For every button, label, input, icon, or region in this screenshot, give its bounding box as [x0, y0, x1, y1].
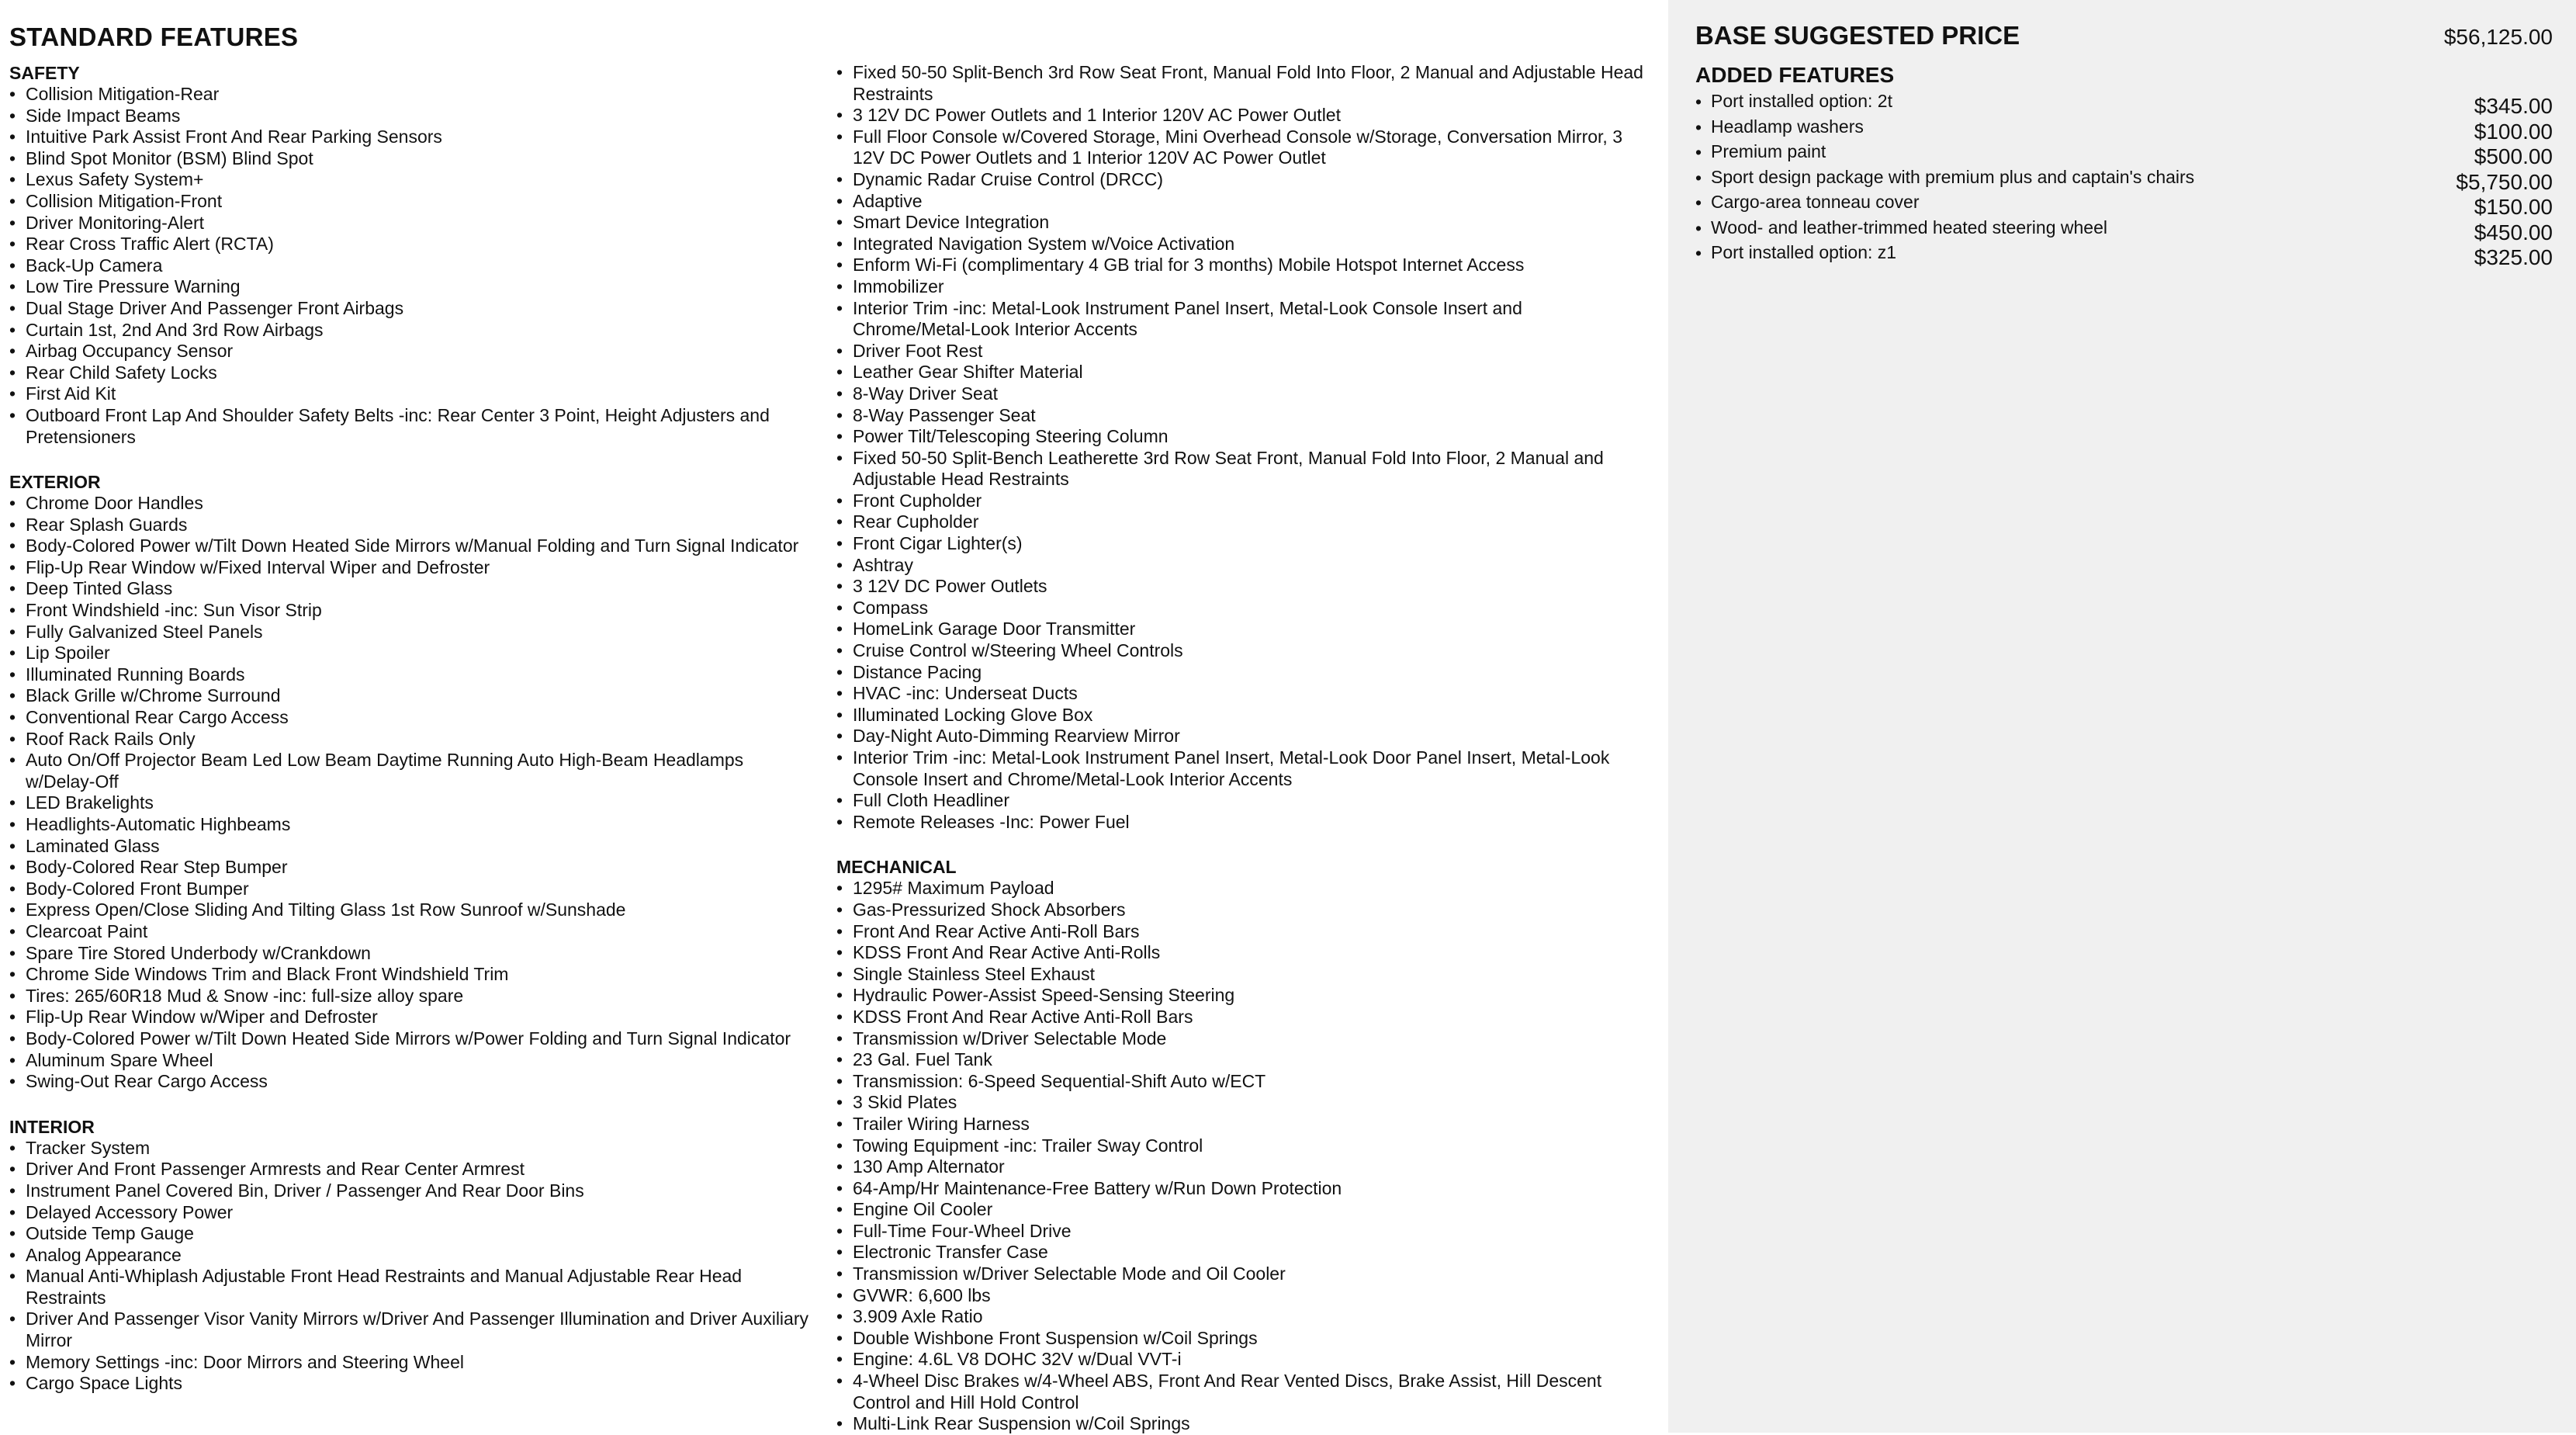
feature-item: • Outboard Front Lap And Shoulder Safety Belts -inc: Rear Center 3 Point, Height Adjusters and Pretensioners — [9, 405, 816, 448]
feature-item: • Interior Trim -inc: Metal-Look Instrument Panel Insert, Metal-Look Door Panel Insert, Metal-Look Console Insert and Chrome/Metal-Look Interior Accents — [836, 747, 1643, 790]
feature-item: • HomeLink Garage Door Transmitter — [836, 619, 1643, 640]
feature-item: • Intuitive Park Assist Front And Rear Parking Sensors — [9, 127, 816, 148]
feature-item: • Engine: 4.6L V8 DOHC 32V w/Dual VVT-i — [836, 1349, 1643, 1371]
added-feature-price: $5,750.00 — [2456, 169, 2553, 194]
feature-item: • Day-Night Auto-Dimming Rearview Mirror — [836, 726, 1643, 747]
feature-item: • Remote Releases -Inc: Power Fuel — [836, 812, 1643, 834]
features-column-right — [836, 62, 1643, 1435]
feature-item: • 3.909 Axle Ratio — [836, 1306, 1643, 1328]
feature-item: • Roof Rack Rails Only — [9, 729, 816, 750]
safety-section-title: SAFETY — [9, 63, 80, 83]
feature-item: • Chrome Door Handles — [9, 493, 816, 515]
feature-item: • HVAC -inc: Underseat Ducts — [836, 683, 1643, 705]
feature-item: • Lexus Safety System+ — [9, 169, 816, 191]
feature-item: • Front And Rear Active Anti-Roll Bars — [836, 921, 1643, 943]
base-price-title: BASE SUGGESTED PRICE — [1695, 21, 2020, 50]
feature-item: • Double Wishbone Front Suspension w/Coil Springs — [836, 1328, 1643, 1350]
feature-item: • Enform Wi-Fi (complimentary 4 GB trial for 3 months) Mobile Hotspot Internet Access — [836, 255, 1643, 276]
feature-item: • KDSS Front And Rear Active Anti-Rolls — [836, 942, 1643, 964]
feature-item: • Headlights-Automatic Highbeams — [9, 814, 816, 836]
feature-item: • Driver Monitoring-Alert — [9, 213, 816, 234]
feature-item: • Collision Mitigation-Rear — [9, 84, 816, 106]
added-feature-price: $100.00 — [2474, 119, 2553, 144]
feature-item: • Rear Child Safety Locks — [9, 362, 816, 384]
feature-item: • Rear Splash Guards — [9, 515, 816, 536]
feature-item: • Single Stainless Steel Exhaust — [836, 964, 1643, 986]
feature-item: • Illuminated Running Boards — [9, 664, 816, 686]
feature-item: • Compass — [836, 598, 1643, 619]
added-feature-label: • Port installed option: z1 — [1711, 242, 1897, 262]
safety-list — [9, 84, 816, 448]
feature-item: • Delayed Accessory Power — [9, 1202, 816, 1224]
feature-item: • Side Impact Beams — [9, 106, 816, 127]
feature-item: • Deep Tinted Glass — [9, 578, 816, 600]
added-feature-label: • Sport design package with premium plus and captain's chairs — [1711, 166, 2195, 187]
feature-item: • Fixed 50-50 Split-Bench 3rd Row Seat Front, Manual Fold Into Floor, 2 Manual and Adjustable Head Restraints — [836, 62, 1643, 105]
feature-item: • Tracker System — [9, 1138, 816, 1159]
feature-item: • Fully Galvanized Steel Panels — [9, 622, 816, 643]
interior-list — [9, 1138, 816, 1395]
feature-item: • 3 12V DC Power Outlets and 1 Interior 120V AC Power Outlet — [836, 105, 1643, 127]
exterior-section-title: EXTERIOR — [9, 472, 101, 493]
feature-item: • Hydraulic Power-Assist Speed-Sensing Steering — [836, 985, 1643, 1007]
feature-item: • Curtain 1st, 2nd And 3rd Row Airbags — [9, 320, 816, 341]
feature-item: • Adaptive — [836, 191, 1643, 213]
feature-item: • Immobilizer — [836, 276, 1643, 298]
base-price-value: $56,125.00 — [2443, 25, 2553, 49]
added-feature-label: • Cargo-area tonneau cover — [1711, 192, 1920, 212]
feature-item: • Interior Trim -inc: Metal-Look Instrument Panel Insert, Metal-Look Console Insert and Chrome/Metal-Look Interior Accents — [836, 298, 1643, 341]
feature-item: • 1295# Maximum Payload — [836, 878, 1643, 899]
feature-item: • Dynamic Radar Cruise Control (DRCC) — [836, 169, 1643, 191]
feature-item: • Engine Oil Cooler — [836, 1199, 1643, 1221]
feature-item: • LED Brakelights — [9, 792, 816, 814]
feature-item: • Lip Spoiler — [9, 643, 816, 664]
added-feature-row — [1695, 116, 2553, 144]
feature-item: • Clearcoat Paint — [9, 921, 816, 943]
added-feature-row — [1695, 140, 2553, 166]
feature-item: • Low Tire Pressure Warning — [9, 276, 816, 298]
feature-item: • Towing Equipment -inc: Trailer Sway Control — [836, 1135, 1643, 1157]
feature-item: • Black Grille w/Chrome Surround — [9, 685, 816, 707]
feature-item: • Swing-Out Rear Cargo Access — [9, 1071, 816, 1093]
feature-item: • Spare Tire Stored Underbody w/Crankdown — [9, 943, 816, 965]
feature-item: • Ashtray — [836, 555, 1643, 577]
feature-item: • 8-Way Driver Seat — [836, 383, 1643, 405]
feature-item: • Analog Appearance — [9, 1245, 816, 1267]
added-features-list — [1695, 90, 2553, 267]
feature-item: • Flip-Up Rear Window w/Wiper and Defroster — [9, 1007, 816, 1028]
feature-item: • Cruise Control w/Steering Wheel Controls — [836, 640, 1643, 662]
feature-item: • First Aid Kit — [9, 383, 816, 405]
feature-item: • Body-Colored Front Bumper — [9, 879, 816, 900]
feature-item: • Memory Settings -inc: Door Mirrors and Steering Wheel — [9, 1352, 816, 1374]
feature-item: • Chrome Side Windows Trim and Black Front Windshield Trim — [9, 964, 816, 986]
added-feature-label: • Wood- and leather-trimmed heated steering wheel — [1711, 217, 2107, 237]
feature-item: • Blind Spot Monitor (BSM) Blind Spot — [9, 148, 816, 170]
feature-item: • Instrument Panel Covered Bin, Driver / Passenger And Rear Door Bins — [9, 1180, 816, 1202]
feature-item: • Flip-Up Rear Window w/Fixed Interval Wiper and Defroster — [9, 557, 816, 579]
feature-item: • Fixed 50-50 Split-Bench Leatherette 3rd Row Seat Front, Manual Fold Into Floor, 2 Manual and Adjustable Head Restraints — [836, 448, 1643, 490]
exterior-list — [9, 493, 816, 1093]
feature-item: • Smart Device Integration — [836, 212, 1643, 234]
feature-item: • Power Tilt/Telescoping Steering Column — [836, 426, 1643, 448]
added-feature-label: • Port installed option: 2t — [1711, 91, 1892, 111]
added-feature-price: $450.00 — [2474, 220, 2553, 244]
feature-item: • Trailer Wiring Harness — [836, 1114, 1643, 1135]
added-feature-price: $500.00 — [2474, 144, 2553, 168]
feature-item: • Tires: 265/60R18 Mud & Snow -inc: full-size alloy spare — [9, 986, 816, 1007]
added-feature-price: $345.00 — [2474, 94, 2553, 118]
added-feature-row — [1695, 90, 2553, 116]
feature-item: • 23 Gal. Fuel Tank — [836, 1049, 1643, 1071]
feature-item: • Multi-Link Rear Suspension w/Coil Springs — [836, 1413, 1643, 1435]
base-price-row — [1695, 20, 2553, 53]
feature-item: • Full-Time Four-Wheel Drive — [836, 1221, 1643, 1243]
feature-item: • Body-Colored Rear Step Bumper — [9, 857, 816, 879]
feature-item: • 130 Amp Alternator — [836, 1156, 1643, 1178]
added-feature-label: • Premium paint — [1711, 141, 1826, 161]
feature-item: • 64-Amp/Hr Maintenance-Free Battery w/Run Down Protection — [836, 1178, 1643, 1200]
feature-item: • Distance Pacing — [836, 662, 1643, 684]
feature-item: • Conventional Rear Cargo Access — [9, 707, 816, 729]
feature-item: • Driver Foot Rest — [836, 341, 1643, 362]
added-features-title: ADDED FEATURES — [1695, 63, 1895, 87]
feature-item: • Dual Stage Driver And Passenger Front Airbags — [9, 298, 816, 320]
feature-item: • 3 12V DC Power Outlets — [836, 576, 1643, 598]
interior-section-title: INTERIOR — [9, 1116, 95, 1137]
feature-item: • 3 Skid Plates — [836, 1092, 1643, 1114]
feature-item: • 4-Wheel Disc Brakes w/4-Wheel ABS, Front And Rear Vented Discs, Brake Assist, Hill Descent Control and Hill Hold Control — [836, 1371, 1643, 1413]
interior-list-continued — [836, 62, 1643, 833]
added-feature-price: $325.00 — [2474, 245, 2553, 269]
mechanical-section-title: MECHANICAL — [836, 857, 957, 878]
feature-item: • Transmission w/Driver Selectable Mode — [836, 1028, 1643, 1050]
feature-item: • Back-Up Camera — [9, 255, 816, 277]
mechanical-list — [836, 878, 1643, 1434]
feature-item: • Transmission w/Driver Selectable Mode and Oil Cooler — [836, 1263, 1643, 1285]
added-feature-row — [1695, 191, 2553, 217]
feature-item: • GVWR: 6,600 lbs — [836, 1285, 1643, 1307]
feature-item: • KDSS Front And Rear Active Anti-Roll Bars — [836, 1007, 1643, 1028]
standard-features-title: STANDARD FEATURES — [9, 23, 299, 51]
feature-item: • Manual Anti-Whiplash Adjustable Front Head Restraints and Manual Adjustable Rear Head Restraints — [9, 1266, 816, 1308]
feature-item: • Outside Temp Gauge — [9, 1223, 816, 1245]
feature-item: • Front Windshield -inc: Sun Visor Strip — [9, 600, 816, 622]
feature-item: • Electronic Transfer Case — [836, 1242, 1643, 1263]
feature-item: • Front Cupholder — [836, 490, 1643, 512]
feature-item: • 8-Way Passenger Seat — [836, 405, 1643, 427]
added-feature-price: $150.00 — [2474, 195, 2553, 219]
feature-item: • Auto On/Off Projector Beam Led Low Beam Daytime Running Auto High-Beam Headlamps w/Delay-Off — [9, 750, 816, 792]
feature-item: • Driver And Passenger Visor Vanity Mirrors w/Driver And Passenger Illumination and Driver Auxiliary Mirror — [9, 1308, 816, 1351]
added-feature-row — [1695, 241, 2553, 267]
feature-item: • Collision Mitigation-Front — [9, 191, 816, 213]
feature-item: • Rear Cupholder — [836, 511, 1643, 533]
feature-item: • Airbag Occupancy Sensor — [9, 341, 816, 362]
feature-item: • Transmission: 6-Speed Sequential-Shift Auto w/ECT — [836, 1071, 1643, 1093]
feature-item: • Integrated Navigation System w/Voice Activation — [836, 234, 1643, 255]
feature-item: • Full Floor Console w/Covered Storage, Mini Overhead Console w/Storage, Conversation Mirror, 3 12V DC Power Outlets and 1 Interior 120V AC Power Outlet — [836, 127, 1643, 169]
feature-item: • Body-Colored Power w/Tilt Down Heated Side Mirrors w/Power Folding and Turn Signal Indicator — [9, 1028, 816, 1050]
feature-item: • Front Cigar Lighter(s) — [836, 533, 1643, 555]
feature-item: • Driver And Front Passenger Armrests and Rear Center Armrest — [9, 1159, 816, 1180]
feature-item: • Gas-Pressurized Shock Absorbers — [836, 899, 1643, 921]
added-feature-label: • Headlamp washers — [1711, 116, 1864, 137]
feature-item: • Leather Gear Shifter Material — [836, 362, 1643, 383]
feature-item: • Illuminated Locking Glove Box — [836, 705, 1643, 726]
feature-item: • Express Open/Close Sliding And Tilting Glass 1st Row Sunroof w/Sunshade — [9, 899, 816, 921]
added-feature-row — [1695, 217, 2553, 242]
feature-item: • Rear Cross Traffic Alert (RCTA) — [9, 234, 816, 255]
feature-item: • Body-Colored Power w/Tilt Down Heated Side Mirrors w/Manual Folding and Turn Signal Indicator — [9, 536, 816, 557]
feature-item: • Aluminum Spare Wheel — [9, 1050, 816, 1072]
feature-item: • Laminated Glass — [9, 836, 816, 858]
feature-item: • Full Cloth Headliner — [836, 790, 1643, 812]
features-column-left — [9, 62, 816, 1395]
feature-item: • Cargo Space Lights — [9, 1373, 816, 1395]
added-feature-row — [1695, 166, 2553, 192]
